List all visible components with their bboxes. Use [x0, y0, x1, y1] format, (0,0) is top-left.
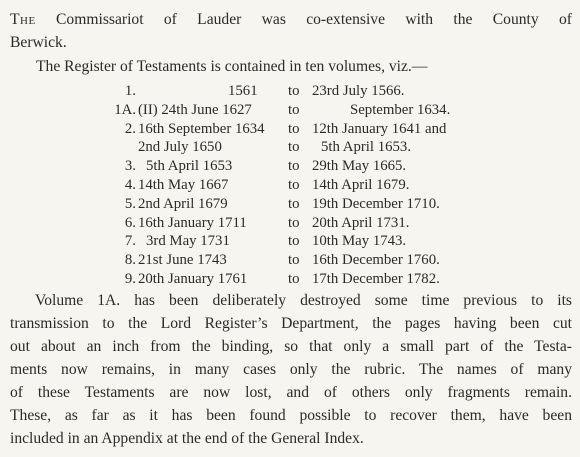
closing-line: These, as far as it has been found possible to recover them, have been — [10, 407, 572, 424]
intro-small-caps-word: The — [10, 11, 36, 28]
volume-number: 4. — [124, 176, 136, 193]
volume-number: 5. — [124, 195, 136, 212]
register-intro — [36, 55, 556, 78]
volume-number: 2. — [124, 120, 136, 137]
closing-line: transmission to the Lord Register’s Department, the pages having been cut — [10, 315, 572, 332]
intro-paragraph — [10, 8, 572, 54]
volume-to: to — [288, 158, 300, 175]
volume-to: to — [288, 176, 300, 193]
volume-start-date: 5th April 1653 — [146, 158, 233, 175]
volume-number: 8. — [124, 252, 136, 269]
volume-start-date: 1561 — [228, 83, 258, 99]
closing-line: of these Testaments are now lost, and of others only fragments remain. — [10, 384, 572, 401]
volume-end-date: 16th December 1760. — [312, 252, 440, 269]
volume-number: 1. — [124, 83, 136, 99]
volume-start-date: (II) 24th June 1627 — [138, 101, 252, 118]
intro-line-1-text: Commissariot of Lauder was co-extensive with the County of — [56, 11, 572, 28]
intro-line-2: Berwick. — [10, 34, 67, 51]
closing-line: out about an inch from the binding, so that only a small part of the Testa- — [10, 338, 572, 355]
volume-number: 3. — [124, 158, 136, 175]
intro-line-1 — [10, 8, 572, 31]
volume-to: to — [288, 120, 300, 137]
volume-number: 7. — [124, 233, 136, 250]
volume-number: 6. — [124, 214, 136, 231]
volume-end-date: September 1634. — [350, 101, 451, 118]
volume-end-date: 20th April 1731. — [312, 214, 410, 231]
volume-to: to — [288, 83, 300, 99]
volume-number: 9. — [124, 270, 136, 287]
volume-end-date: 10th May 1743. — [312, 233, 407, 250]
closing-paragraph — [10, 289, 572, 450]
volume-end-date: 29th May 1665. — [312, 158, 407, 175]
volume-end-date: 23rd July 1566. — [312, 83, 405, 99]
volume-to: to — [288, 195, 300, 212]
volume-start-date: 14th May 1667 — [138, 176, 229, 193]
volume-start-date: 21st June 1743 — [138, 252, 227, 269]
volume-end-date: 5th April 1653. — [321, 139, 412, 156]
volume-number: 1A. — [114, 101, 136, 118]
volume-end-date: 19th December 1710. — [312, 195, 440, 212]
volume-to: to — [288, 139, 300, 156]
volume-start-date: 2nd July 1650 — [138, 139, 222, 156]
closing-line: Volume 1A. has been deliberately destroyed some time previous to its — [35, 292, 572, 309]
closing-line: ments now remains, in many cases only the rubric. The names of many — [10, 361, 572, 378]
volume-start-date: 20th January 1761 — [138, 270, 248, 287]
volume-to: to — [288, 101, 300, 118]
volume-end-date: 17th December 1782. — [312, 270, 440, 287]
volume-to: to — [288, 252, 300, 269]
volume-start-date: 3rd May 1731 — [146, 233, 230, 250]
volume-start-date: 16th January 1711 — [138, 214, 247, 231]
volume-end-date: 14th April 1679. — [312, 176, 410, 193]
volume-to: to — [288, 214, 300, 231]
volume-end-date: 12th January 1641 and — [312, 120, 447, 137]
closing-line: included in an Appendix at the end of the General Index. — [10, 430, 364, 447]
volume-start-date: 2nd April 1679 — [138, 195, 228, 212]
volume-to: to — [288, 233, 300, 250]
register-intro-text: The Register of Testaments is contained in ten volumes, viz.— — [36, 58, 428, 75]
volume-start-date: 16th September 1634 — [138, 120, 265, 137]
volume-to: to — [288, 270, 300, 287]
